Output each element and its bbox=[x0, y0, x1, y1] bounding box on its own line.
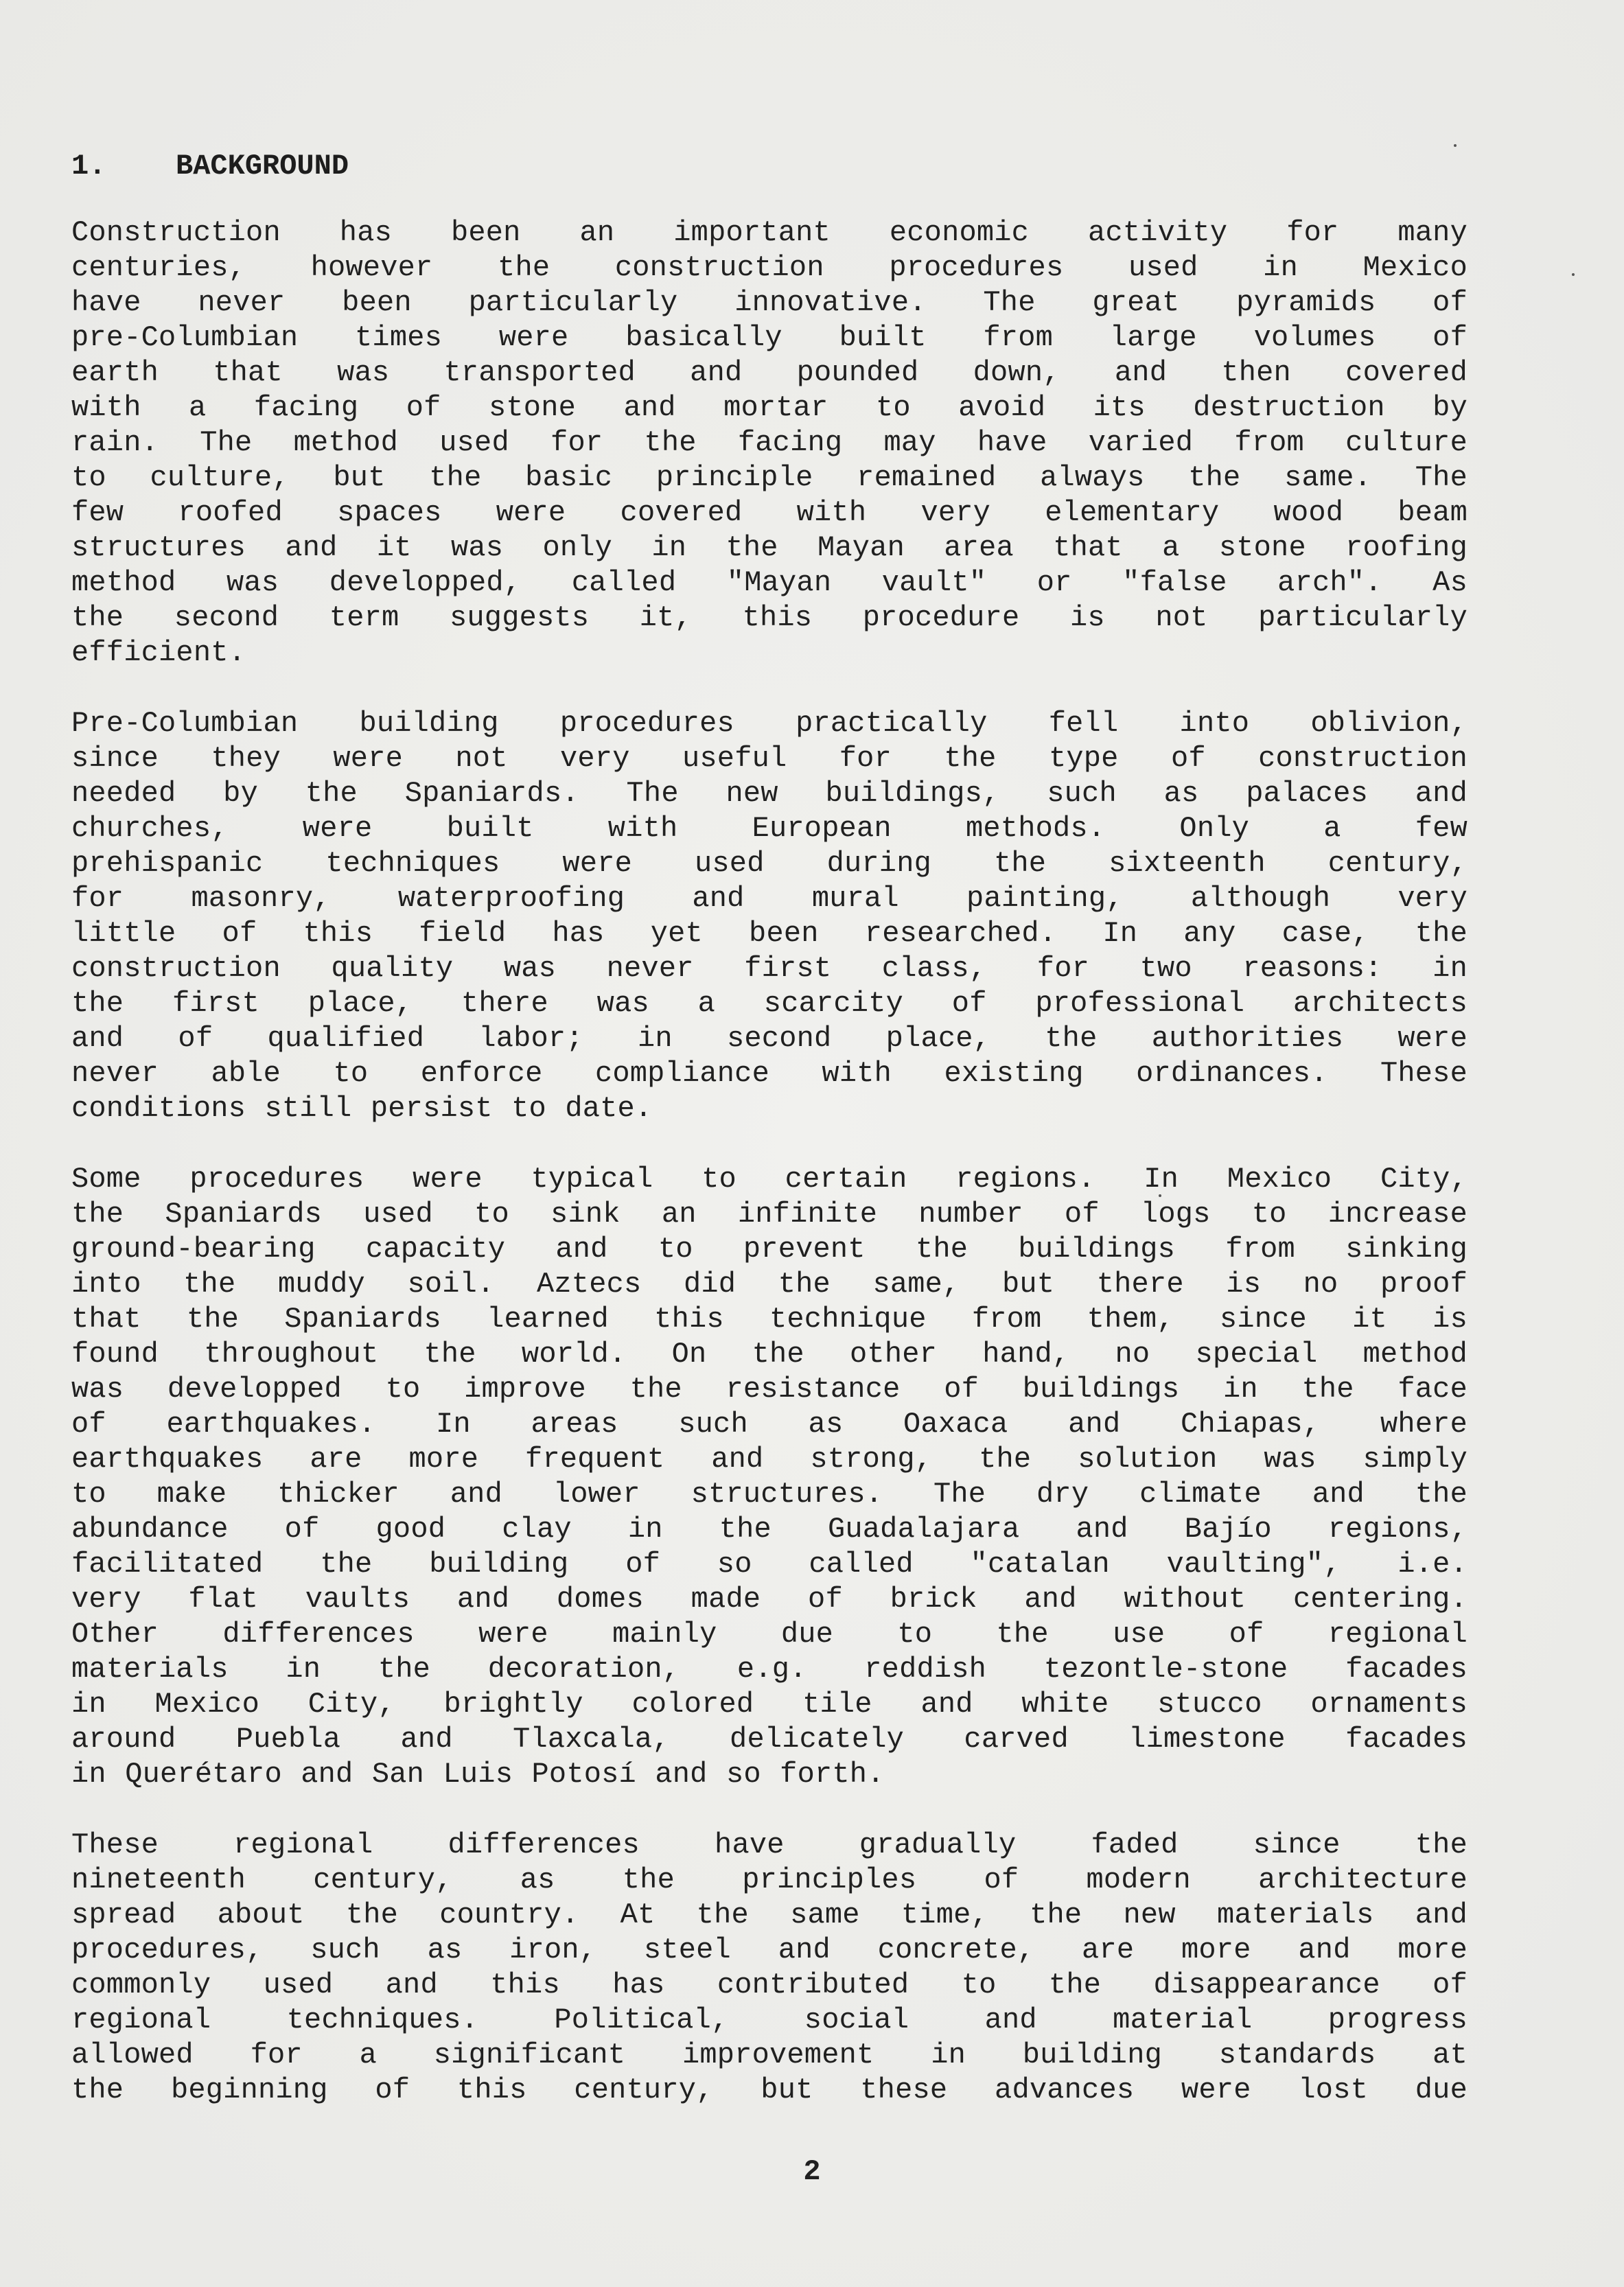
text-line: few roofed spaces were covered with very elementary wood beam bbox=[71, 496, 1468, 529]
paragraph bbox=[71, 216, 1468, 671]
text-line: the first place, there was a scarcity of professional architects bbox=[71, 987, 1468, 1020]
text-line: regional techniques. Political, social and material progress bbox=[71, 2004, 1468, 2036]
text-line: pre-Columbian times were basically built from large volumes of bbox=[71, 321, 1468, 354]
section-number: 1. bbox=[71, 150, 106, 183]
text-line: materials in the decoration, e.g. reddish tezontle-stone facades bbox=[71, 1653, 1468, 1686]
paragraph bbox=[71, 706, 1468, 1126]
text-line: efficient. bbox=[71, 636, 246, 669]
text-line: earth that was transported and pounded down, and then covered bbox=[71, 356, 1468, 389]
section-heading bbox=[71, 148, 1468, 184]
text-line: Pre-Columbian building procedures practically fell into oblivion, bbox=[71, 707, 1468, 740]
text-line: into the muddy soil. Aztecs did the same, but there is no proof bbox=[71, 1268, 1468, 1301]
text-line: procedures, such as iron, steel and concrete, are more and more bbox=[71, 1934, 1468, 1966]
text-line: was developped to improve the resistance of buildings in the face bbox=[71, 1373, 1468, 1406]
text-line: in Querétaro and San Luis Potosí and so forth. bbox=[71, 1758, 885, 1791]
text-line: allowed for a significant improvement in building standards at bbox=[71, 2039, 1468, 2071]
text-line: that the Spaniards learned this technique from them, since it is bbox=[71, 1303, 1468, 1336]
text-line: with a facing of stone and mortar to avoid its destruction by bbox=[71, 391, 1468, 424]
text-line: the second term suggests it, this procedure is not particularly bbox=[71, 601, 1468, 634]
text-line: nineteenth century, as the principles of modern architecture bbox=[71, 1864, 1468, 1896]
text-line: around Puebla and Tlaxcala, delicately carved limestone facades bbox=[71, 1723, 1468, 1756]
document-body bbox=[71, 148, 1468, 2108]
text-line: in Mexico City, brightly colored tile and white stucco ornaments bbox=[71, 1688, 1468, 1721]
text-line: centuries, however the construction procedures used in Mexico bbox=[71, 251, 1468, 284]
page-number: 2 bbox=[803, 2155, 821, 2188]
text-line: for masonry, waterproofing and mural painting, although very bbox=[71, 882, 1468, 915]
text-line: the beginning of this century, but these advances were lost due bbox=[71, 2074, 1468, 2106]
text-line: method was developped, called "Mayan vault" or "false arch". As bbox=[71, 566, 1468, 599]
scan-speck bbox=[1454, 144, 1457, 147]
text-line: little of this field has yet been researched. In any case, the bbox=[71, 917, 1468, 950]
text-line: Some procedures were typical to certain regions. In Mexico City, bbox=[71, 1163, 1468, 1196]
text-line: needed by the Spaniards. The new buildings, such as palaces and bbox=[71, 777, 1468, 810]
text-line: Other differences were mainly due to the use of regional bbox=[71, 1618, 1468, 1651]
text-line: since they were not very useful for the type of construction bbox=[71, 742, 1468, 775]
text-line: and of qualified labor; in second place, the authorities were bbox=[71, 1022, 1468, 1055]
text-line: facilitated the building of so called "catalan vaulting", i.e. bbox=[71, 1548, 1468, 1581]
text-line: structures and it was only in the Mayan area that a stone roofing bbox=[71, 531, 1468, 564]
text-line: prehispanic techniques were used during the sixteenth century, bbox=[71, 847, 1468, 880]
text-line: the Spaniards used to sink an infinite number of logs to increase bbox=[71, 1198, 1468, 1231]
text-line: have never been particularly innovative. The great pyramids of bbox=[71, 286, 1468, 319]
paragraph bbox=[71, 1162, 1468, 1792]
text-line: ground-bearing capacity and to prevent the buildings from sinking bbox=[71, 1233, 1468, 1266]
scan-speck bbox=[1572, 273, 1575, 276]
text-line: These regional differences have gradually faded since the bbox=[71, 1829, 1468, 1861]
text-line: very flat vaults and domes made of brick and without centering. bbox=[71, 1583, 1468, 1616]
text-line: spread about the country. At the same time, the new materials and bbox=[71, 1899, 1468, 1931]
text-line: of earthquakes. In areas such as Oaxaca and Chiapas, where bbox=[71, 1408, 1468, 1441]
text-line: to make thicker and lower structures. The dry climate and the bbox=[71, 1478, 1468, 1511]
text-line: to culture, but the basic principle remained always the same. The bbox=[71, 461, 1468, 494]
text-line: rain. The method used for the facing may have varied from culture bbox=[71, 426, 1468, 459]
text-line: construction quality was never first class, for two reasons: in bbox=[71, 952, 1468, 985]
text-line: found throughout the world. On the other hand, no special method bbox=[71, 1338, 1468, 1371]
paragraph bbox=[71, 1828, 1468, 2108]
text-line: churches, were built with European methods. Only a few bbox=[71, 812, 1468, 845]
text-line: abundance of good clay in the Guadalajara and Bajío regions, bbox=[71, 1513, 1468, 1546]
text-line: never able to enforce compliance with existing ordinances. These bbox=[71, 1057, 1468, 1090]
text-line: Construction has been an important economic activity for many bbox=[71, 216, 1468, 249]
section-title: BACKGROUND bbox=[176, 150, 349, 183]
text-line: conditions still persist to date. bbox=[71, 1092, 653, 1125]
text-line: earthquakes are more frequent and strong, the solution was simply bbox=[71, 1443, 1468, 1476]
text-line: commonly used and this has contributed to the disappearance of bbox=[71, 1969, 1468, 2001]
